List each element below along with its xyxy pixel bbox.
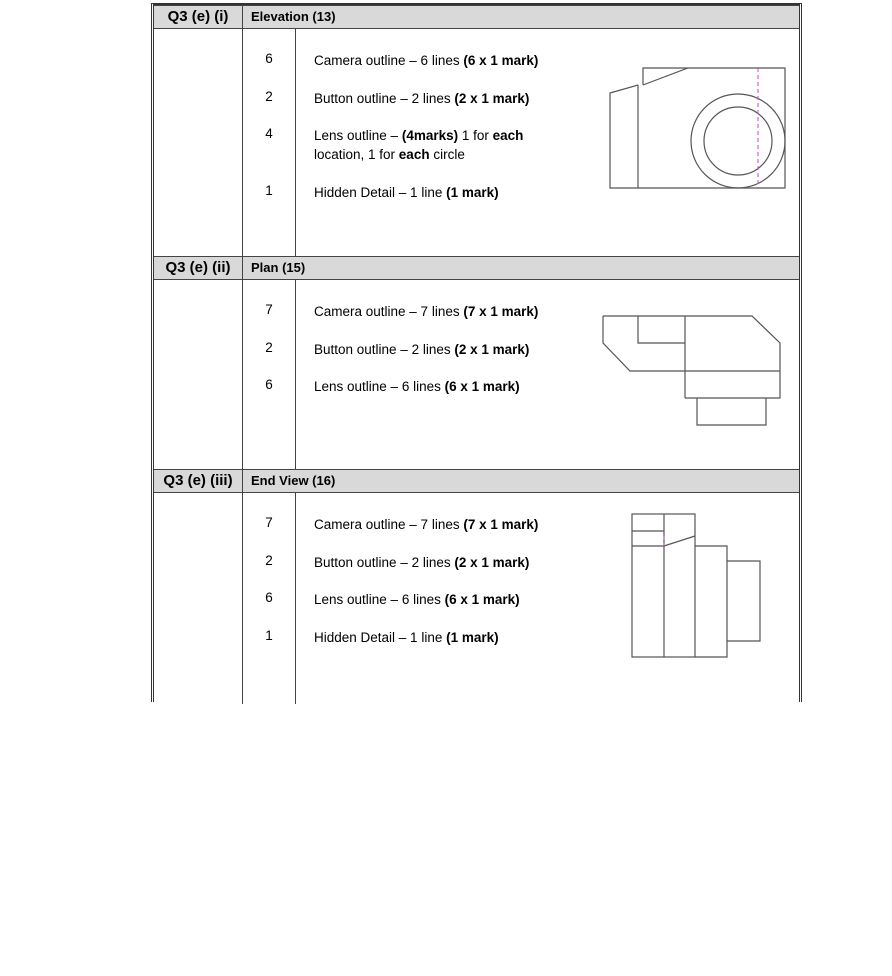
mark-value: 6 <box>265 51 273 66</box>
marks-column-divider <box>242 5 243 704</box>
mark-description: Hidden Detail – 1 line (1 mark) <box>314 630 499 645</box>
mark-value: 2 <box>265 89 273 104</box>
mark-description: Button outline – 2 lines (2 x 1 mark) <box>314 342 530 357</box>
mark-description: Hidden Detail – 1 line (1 mark) <box>314 185 499 200</box>
mark-description: Camera outline – 6 lines (6 x 1 mark) <box>314 53 539 68</box>
section-header-end-view <box>154 469 799 493</box>
section-title: Elevation (13) <box>251 9 336 24</box>
mark-description: Camera outline – 7 lines (7 x 1 mark) <box>314 517 539 532</box>
elevation-drawing <box>608 65 788 195</box>
question-label: Q3 (e) (iii) <box>154 470 243 492</box>
section-title: End View (16) <box>251 473 336 488</box>
plan-drawing <box>600 313 782 428</box>
mark-value: 2 <box>265 553 273 568</box>
mark-description: Lens outline – 6 lines (6 x 1 mark) <box>314 379 520 394</box>
mark-value: 1 <box>265 183 273 198</box>
question-label: Q3 (e) (i) <box>154 6 243 28</box>
mark-value: 6 <box>265 377 273 392</box>
mark-value: 2 <box>265 340 273 355</box>
question-label: Q3 (e) (ii) <box>154 257 243 279</box>
section-title: Plan (15) <box>251 260 306 275</box>
mark-description: Lens outline – (4marks) 1 for each location, 1 for each circle <box>314 128 524 162</box>
mark-value: 7 <box>265 302 273 317</box>
mark-value: 6 <box>265 590 273 605</box>
section-header-elevation <box>154 5 799 29</box>
end-view-drawing <box>629 511 761 657</box>
mark-value: 7 <box>265 515 273 530</box>
mark-value: 4 <box>265 126 273 141</box>
marking-scheme-table <box>151 3 802 702</box>
mark-value: 1 <box>265 628 273 643</box>
mark-description: Camera outline – 7 lines (7 x 1 mark) <box>314 304 539 319</box>
section-header-plan <box>154 256 799 280</box>
mark-description: Lens outline – 6 lines (6 x 1 mark) <box>314 592 520 607</box>
mark-description: Button outline – 2 lines (2 x 1 mark) <box>314 91 530 106</box>
description-column-divider <box>295 29 296 704</box>
mark-description: Button outline – 2 lines (2 x 1 mark) <box>314 555 530 570</box>
